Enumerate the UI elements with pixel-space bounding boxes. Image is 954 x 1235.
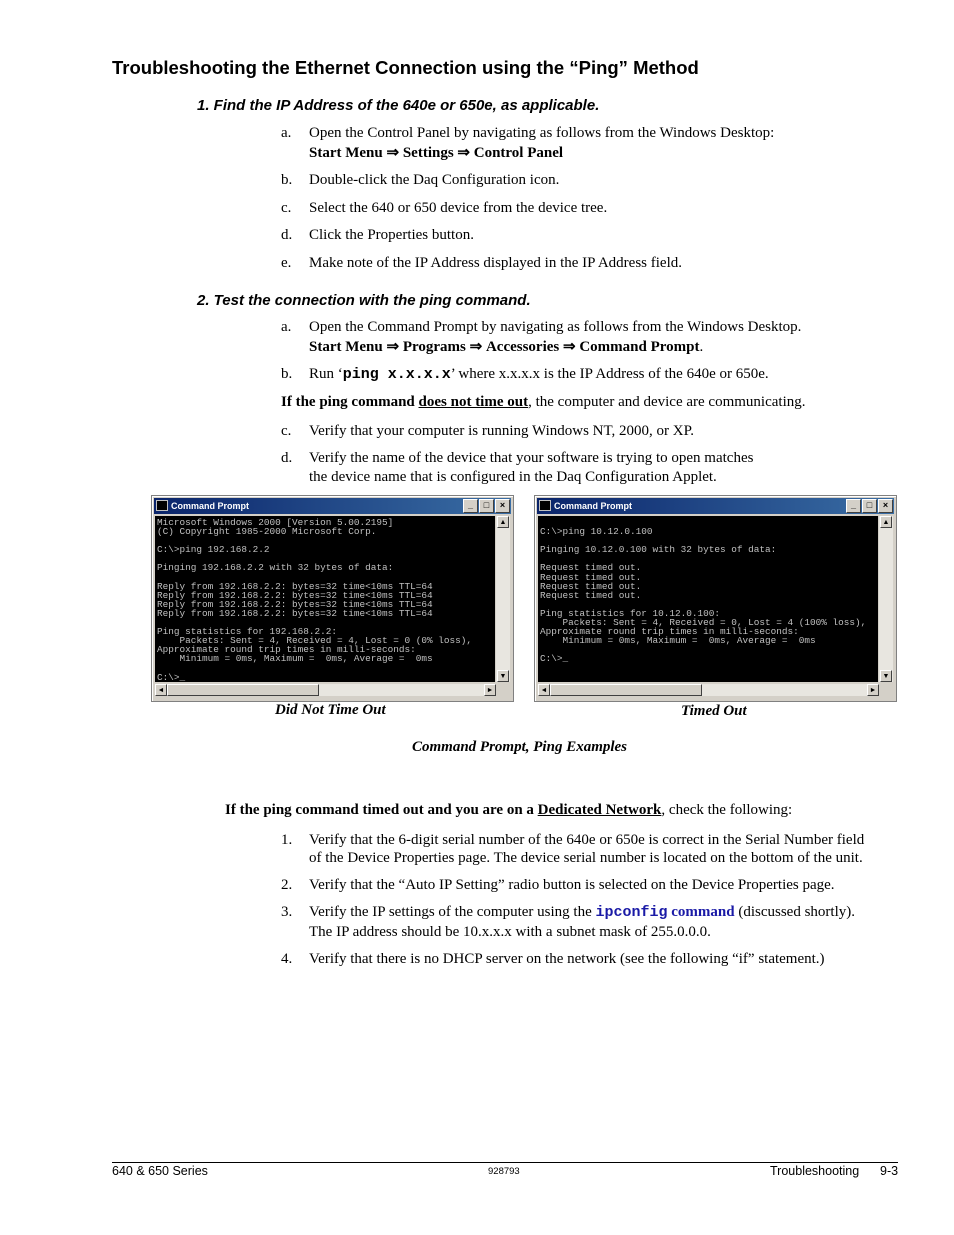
ping-success-note: [281, 394, 805, 411]
path-accessories: Accessories: [485, 339, 560, 355]
window-title: Command Prompt: [171, 501, 250, 511]
item-text-line-1: Verify the name of the device that your software is trying to open matches: [309, 450, 754, 466]
dedicated-network-term: Dedicated Network: [537, 802, 662, 818]
scroll-up-button[interactable]: ▲: [497, 516, 509, 528]
intro-bold: If the ping command timed out and you are on a: [225, 802, 538, 818]
ipconfig-code: ipconfig: [595, 904, 668, 921]
maximize-button[interactable]: □: [479, 499, 494, 513]
footer-section: Troubleshooting: [770, 1164, 860, 1178]
item-text: Make note of the IP Address displayed in the IP Address field.: [309, 255, 682, 271]
scroll-right-button[interactable]: ►: [484, 684, 496, 696]
maximize-button[interactable]: □: [862, 499, 877, 513]
scroll-thumb[interactable]: [550, 684, 702, 696]
footer-doc-number: 928793: [488, 1166, 520, 1177]
item-label: 3.: [281, 904, 293, 920]
item-text-line-1: Verify that the 6-digit serial number of the 640e or 650e is correct in the Serial Number field: [309, 832, 865, 848]
window-title: Command Prompt: [554, 501, 633, 511]
vertical-scrollbar[interactable]: [496, 516, 510, 682]
path-arrow: ⇒: [563, 339, 576, 355]
console-text: C:\>ping 10.12.0.100 Pinging 10.12.0.100 with 32 bytes of data: Request timed out. Request timed out. Request timed out. Request timed out. Ping statistics for 10.12.0.100: Packets: Sent = 4, Received = 0, Lost = 4 (100% loss), Approximate round trip times in milli-seconds: Minimum = 0ms, Maximum = 0ms, Average = 0ms C:\>_: [540, 526, 867, 665]
note-rest: , the computer and device are communicating.: [528, 394, 806, 410]
path-arrow: ⇒: [469, 339, 483, 355]
item-text-post: ’ where x.x.x.x is the IP Address of the 640e or 650e.: [450, 366, 769, 382]
item-text-post: (discussed shortly).: [734, 904, 855, 920]
intro-rest: , check the following:: [661, 802, 793, 818]
item-text: Verify that there is no DHCP server on the network (see the following “if” statement.): [309, 951, 825, 967]
dedicated-network-intro: [225, 802, 792, 819]
scroll-thumb[interactable]: [167, 684, 319, 696]
item-label: 4.: [281, 951, 293, 967]
path-control-panel: Control Panel: [473, 145, 564, 161]
minimize-button[interactable]: _: [463, 499, 478, 513]
step-2-title: 2. Test the connection with the ping command.: [197, 292, 531, 309]
scroll-down-button[interactable]: ▼: [880, 670, 892, 682]
command-prompt-path: [309, 337, 703, 356]
item-text: Double-click the Daq Configuration icon.: [309, 172, 560, 188]
path-arrow: ⇒: [457, 145, 470, 161]
item-text: Select the 640 or 650 device from the device tree.: [309, 200, 608, 216]
item-label: e.: [281, 255, 292, 271]
path-programs: Programs: [402, 339, 466, 355]
path-end: .: [699, 339, 704, 355]
window-controls: [845, 499, 893, 515]
note-underline: does not time out: [418, 394, 529, 410]
horizontal-scrollbar[interactable]: [538, 684, 879, 696]
step-1-title: 1. Find the IP Address of the 640e or 650e, as applicable.: [197, 97, 600, 114]
ping-command-code: ping x.x.x.x: [342, 366, 451, 383]
ipconfig-command-label: command: [667, 904, 735, 920]
item-label: c.: [281, 200, 292, 216]
item-label: 1.: [281, 832, 293, 848]
command-prompt-window-timeout[interactable]: [534, 495, 897, 702]
scroll-left-button[interactable]: ◄: [538, 684, 550, 696]
path-start-menu: Start Menu: [309, 145, 383, 161]
horizontal-scrollbar[interactable]: [155, 684, 496, 696]
minimize-button[interactable]: _: [846, 499, 861, 513]
console-text: Microsoft Windows 2000 [Version 5.00.2195] (C) Copyright 1985-2000 Microsoft Corp. C:\>ping 192.168.2.2 Pinging 192.168.2.2 with 32 bytes of data: Reply from 192.168.2.2: bytes=32 time<10ms TTL=64 Reply from 192.168.2.2: bytes=32 time<10ms TTL=64 Reply from 192.168.2.2: bytes=32 time<10ms TTL=64 Reply from 192.168.2.2: bytes=32 time<10ms TTL=64 Ping statistics for 192.168.2.2: Packets: Sent = 4, Received = 4, Lost = 0 (0% loss), Approximate round trip times in milli-seconds: Minimum = 0ms, Maximum = 0ms, Average = 0ms C:\>_: [157, 517, 473, 682]
item-text: Open the Control Panel by navigating as follows from the Windows Desktop:: [309, 125, 775, 141]
scroll-down-button[interactable]: ▼: [497, 670, 509, 682]
item-text-pre: Run ‘: [309, 366, 343, 382]
figure-caption: Command Prompt, Ping Examples: [412, 739, 628, 755]
item-text: Verify that the “Auto IP Setting” radio button is selected on the Device Properties page.: [309, 877, 835, 893]
caption-timed-out: Timed Out: [681, 703, 747, 719]
item-label: d.: [281, 450, 293, 466]
item-label: 2.: [281, 877, 293, 893]
path-start-menu: Start Menu: [309, 339, 383, 355]
caption-did-not-time-out: Did Not Time Out: [275, 702, 386, 718]
console-output: [155, 516, 495, 682]
item-label: a.: [281, 319, 292, 335]
footer-rule: [112, 1162, 898, 1163]
window-controls: [462, 499, 510, 515]
vertical-scrollbar[interactable]: [879, 516, 893, 682]
item-label: a.: [281, 125, 292, 141]
window-title-bar[interactable]: [154, 498, 511, 514]
item-text-line-1: [309, 902, 855, 923]
item-label: c.: [281, 423, 292, 439]
path-command-prompt: Command Prompt: [579, 339, 700, 355]
item-text: Click the Properties button.: [309, 227, 474, 243]
item-text-pre: Verify the IP settings of the computer using the: [309, 904, 596, 920]
note-bold: If the ping command: [281, 394, 419, 410]
command-prompt-icon: [156, 500, 168, 511]
item-label: b.: [281, 366, 293, 382]
close-button[interactable]: ×: [495, 499, 510, 513]
close-button[interactable]: ×: [878, 499, 893, 513]
item-label: d.: [281, 227, 293, 243]
command-prompt-window-success[interactable]: [151, 495, 514, 702]
item-text-line-2: of the Device Properties page. The device serial number is located on the bottom of the unit.: [309, 850, 863, 866]
scroll-right-button[interactable]: ►: [867, 684, 879, 696]
item-text: Open the Command Prompt by navigating as follows from the Windows Desktop.: [309, 319, 802, 335]
page-heading: Troubleshooting the Ethernet Connection using the “Ping” Method: [112, 57, 699, 78]
item-text: Verify that your computer is running Windows NT, 2000, or XP.: [309, 423, 695, 439]
path-settings: Settings: [402, 145, 454, 161]
item-label: b.: [281, 172, 293, 188]
item-text-line-2: the device name that is configured in the Daq Configuration Applet.: [309, 469, 717, 485]
footer-page-number: 9-3: [880, 1164, 899, 1178]
scroll-left-button[interactable]: ◄: [155, 684, 167, 696]
footer-series: 640 & 650 Series: [112, 1164, 208, 1178]
item-text-line-2: The IP address should be 10.x.x.x with a subnet mask of 255.0.0.0.: [309, 924, 711, 940]
path-arrow: ⇒: [386, 339, 400, 355]
console-output: [538, 516, 878, 682]
command-prompt-icon: [539, 500, 551, 511]
scroll-up-button[interactable]: ▲: [880, 516, 892, 528]
item-text: [309, 364, 769, 385]
path-arrow: ⇒: [386, 145, 400, 161]
window-title-bar[interactable]: [537, 498, 894, 514]
control-panel-path: [309, 143, 563, 162]
